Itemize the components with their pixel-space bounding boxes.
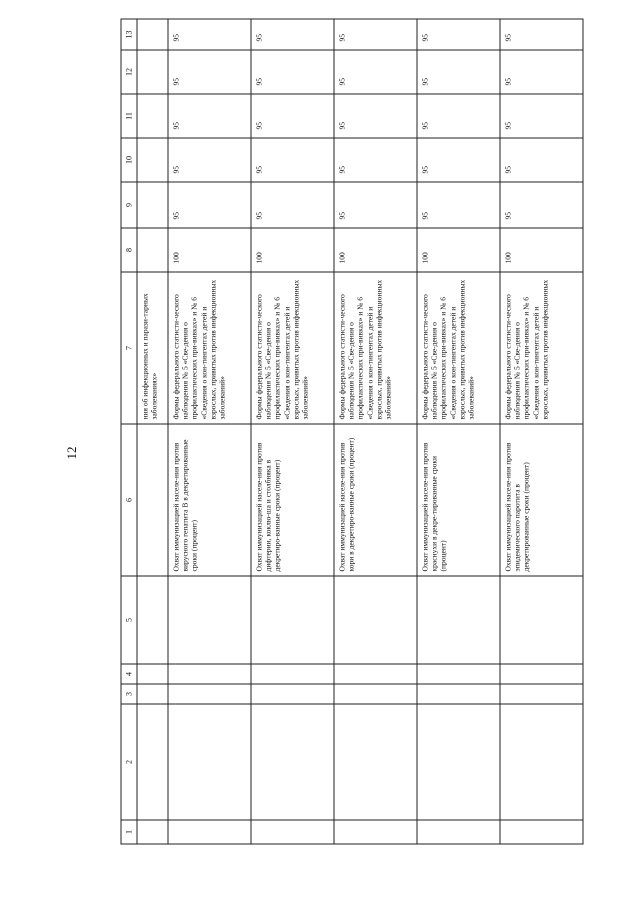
indicator-table bbox=[121, 19, 584, 845]
value-cell: 100 bbox=[251, 228, 334, 272]
value-cell: 95 bbox=[251, 19, 334, 50]
continuation-row bbox=[137, 19, 168, 844]
table-row bbox=[500, 19, 583, 844]
indicator-cell: Охват иммунизацией населе-ния против эпидемического паротита в декретированные сроки (процент) bbox=[500, 424, 583, 576]
table-row bbox=[334, 19, 417, 844]
value-cell: 95 bbox=[417, 50, 500, 94]
header-cell: 12 bbox=[121, 50, 137, 94]
indicator-cell: Охват иммунизацией населе-ния против кори в декретиро-ванные сроки (процент) bbox=[334, 424, 417, 576]
value-cell: 95 bbox=[500, 182, 583, 228]
table-row bbox=[168, 19, 251, 844]
header-cell: 5 bbox=[121, 576, 137, 664]
table-row bbox=[251, 19, 334, 844]
page-number: 12 bbox=[64, 446, 79, 460]
value-cell: 100 bbox=[334, 228, 417, 272]
header-cell: 1 bbox=[121, 820, 137, 844]
header-cell: 8 bbox=[121, 228, 137, 272]
indicator-cell: Охват иммунизацией населе-ния против вирусного гепатита В в декретированные сроки (процент) bbox=[168, 424, 251, 576]
source-cell: ния об инфекционных и парази-тарных заболеваниях» bbox=[137, 272, 168, 424]
value-cell: 95 bbox=[417, 138, 500, 182]
indicator-table-rotated bbox=[121, 30, 551, 845]
indicator-cell: Охват иммунизацией населе-ния против дифтерии, коклю-ша и столбняка в декретиро-ванные сроки (процент) bbox=[251, 424, 334, 576]
source-cell: Формы федерального статисти-ческого наблюдения № 5 «Све-дения о профилактических при-вивках» и № 6 «Сведения о кон-тингентах детей и взрослых, привитых против инфекционных заболеваний» bbox=[251, 272, 334, 424]
indicator-cell: Охват иммунизацией населе-ния против краснухи в декре-тированные сроки (процент) bbox=[417, 424, 500, 576]
value-cell: 95 bbox=[334, 182, 417, 228]
value-cell: 95 bbox=[334, 19, 417, 50]
source-cell: Формы федерального статисти-ческого наблюдения № 5 «Све-дения о профилактических при-вивках» и № 6 «Сведения о кон-тингентах детей и взрослых, привитых против инфекционных заболеваний» bbox=[417, 272, 500, 424]
header-cell: 10 bbox=[121, 138, 137, 182]
value-cell: 95 bbox=[334, 94, 417, 138]
header-cell: 7 bbox=[121, 272, 137, 424]
header-cell: 6 bbox=[121, 424, 137, 576]
value-cell: 95 bbox=[251, 182, 334, 228]
source-cell: Формы федерального статисти-ческого наблюдения № 5 «Све-дения о профилактических при-вивках» и № 6 «Сведения о кон-тингентах детей и взрослых, привитых против инфекционных заболеваний» bbox=[168, 272, 251, 424]
value-cell: 95 bbox=[500, 19, 583, 50]
value-cell: 95 bbox=[251, 50, 334, 94]
value-cell: 95 bbox=[168, 19, 251, 50]
source-cell: Формы федерального статисти-ческого наблюдения № 5 «Све-дения о профилактических при-вивках» и № 6 «Сведения о кон-тингентах детей и взрослых, привитых против инфекционных заболеваний» bbox=[334, 272, 417, 424]
value-cell: 95 bbox=[417, 19, 500, 50]
value-cell: 95 bbox=[168, 138, 251, 182]
value-cell: 100 bbox=[500, 228, 583, 272]
header-cell: 13 bbox=[121, 19, 137, 50]
header-row bbox=[121, 19, 137, 844]
value-cell: 95 bbox=[168, 94, 251, 138]
value-cell: 95 bbox=[500, 138, 583, 182]
header-cell: 11 bbox=[121, 94, 137, 138]
header-cell: 3 bbox=[121, 684, 137, 704]
value-cell: 95 bbox=[251, 138, 334, 182]
header-cell: 4 bbox=[121, 664, 137, 684]
value-cell: 95 bbox=[417, 182, 500, 228]
value-cell: 95 bbox=[334, 138, 417, 182]
value-cell: 95 bbox=[168, 182, 251, 228]
value-cell: 95 bbox=[168, 50, 251, 94]
value-cell: 95 bbox=[417, 94, 500, 138]
value-cell: 95 bbox=[500, 94, 583, 138]
source-cell: Формы федерального статисти-ческого наблюдения № 5 «Све-дения о профилактических при-вивках» и № 6 «Сведения о кон-тингентах детей и взрослых, привитых против инфекционных bbox=[500, 272, 583, 424]
header-cell: 9 bbox=[121, 182, 137, 228]
value-cell: 95 bbox=[251, 94, 334, 138]
value-cell: 100 bbox=[417, 228, 500, 272]
value-cell: 95 bbox=[500, 50, 583, 94]
value-cell: 95 bbox=[334, 50, 417, 94]
header-cell: 2 bbox=[121, 704, 137, 820]
table-row bbox=[417, 19, 500, 844]
value-cell: 100 bbox=[168, 228, 251, 272]
